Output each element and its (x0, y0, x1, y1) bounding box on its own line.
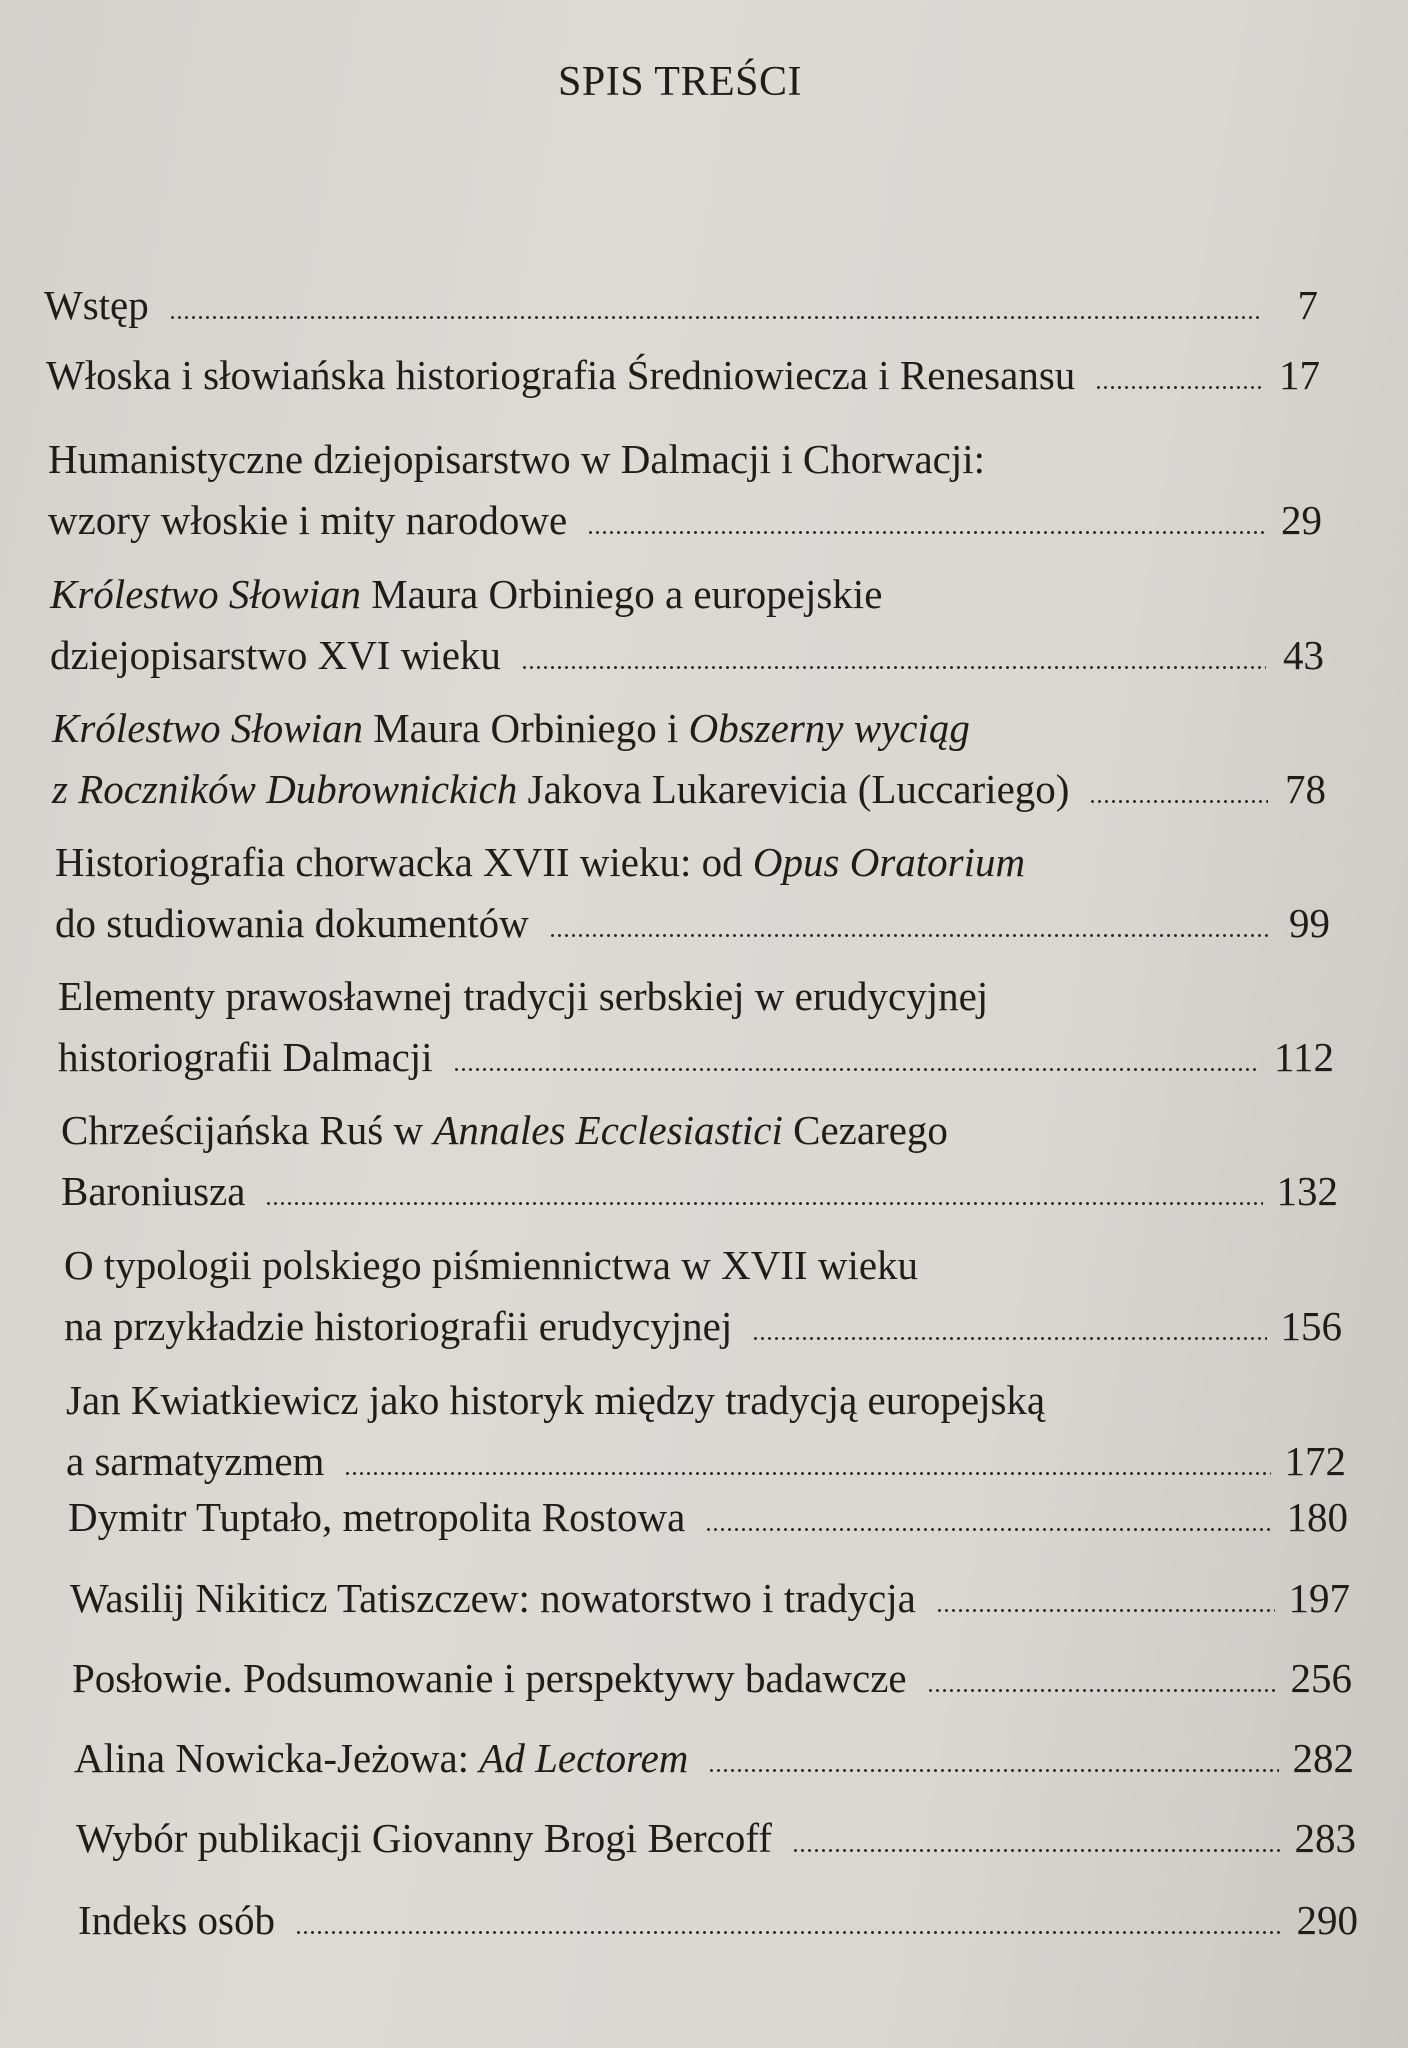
page-number: 7 (1297, 282, 1318, 328)
toc-entry (72, 1648, 1352, 1709)
toc-entry-line (50, 625, 1324, 686)
toc-entry (76, 1808, 1356, 1869)
title-segment: Alina Nowicka-Jeżowa: (74, 1735, 480, 1781)
toc-entry-line (68, 1487, 1348, 1548)
toc-entry (74, 1728, 1354, 1789)
toc-entry-title (74, 1728, 688, 1789)
toc-entry-line (44, 275, 1318, 336)
page-title: SPIS TREŚCI (558, 59, 802, 105)
title-segment: wzory włoskie i mity narodowe (48, 497, 568, 543)
title-segment: Wstęp (44, 282, 149, 328)
italic-title-segment: Ad Lectorem (479, 1735, 689, 1781)
toc-entry-title (55, 832, 1025, 893)
toc-entry (44, 275, 1318, 336)
title-segment: a sarmatyzmem (66, 1438, 325, 1484)
page-number: 132 (1276, 1168, 1338, 1214)
title-segment: historiografii Dalmacji (58, 1034, 433, 1080)
page-number: 282 (1292, 1735, 1354, 1781)
toc-entry-line (52, 698, 1326, 759)
toc-entry-line (58, 966, 1334, 1027)
toc-entry (68, 1487, 1348, 1548)
toc-entry-title (78, 1890, 275, 1951)
page-number: 197 (1288, 1575, 1350, 1621)
italic-title-segment: Królestwo Słowian (52, 705, 363, 751)
toc-entry-line (52, 759, 1326, 820)
title-segment: Historiografia chorwacka XVII wieku: od (55, 839, 753, 885)
title-segment: Włoska i słowiańska historiografia Średniowiecza i Renesansu (46, 352, 1076, 398)
page-number: 112 (1274, 1034, 1334, 1080)
dot-leader (587, 531, 1264, 534)
title-segment: Humanistyczne dziejopisarstwo w Dalmacji i Chorwacji: (48, 436, 986, 482)
toc-entry-title (64, 1235, 918, 1296)
toc-entry-title (64, 1296, 732, 1357)
toc-entry-title (50, 625, 501, 686)
toc-entry-title (66, 1431, 324, 1492)
toc-entry (55, 832, 1330, 954)
toc-entry-line (61, 1161, 1338, 1222)
italic-title-segment: z Roczników Dubrownickich (52, 766, 518, 812)
title-segment: Maura Orbiniego i (362, 705, 689, 751)
toc-entry (48, 429, 1322, 551)
dot-leader (295, 1931, 1282, 1934)
page-number: 180 (1286, 1494, 1348, 1540)
toc-entry-line (74, 1728, 1354, 1789)
toc-entry (70, 1568, 1350, 1629)
toc-entry-title (50, 564, 882, 625)
toc-entry-title (61, 1161, 245, 1222)
toc-entry-line (78, 1890, 1358, 1951)
toc-entry-line (50, 564, 1324, 625)
dot-leader (453, 1068, 1260, 1071)
toc-entry-title (52, 698, 970, 759)
toc-entry-title (72, 1648, 907, 1709)
dot-leader (265, 1202, 1262, 1205)
toc-entry (64, 1235, 1342, 1357)
toc-entry-line (66, 1431, 1346, 1492)
title-segment: Maura Orbiniego a europejskie (360, 571, 883, 617)
dot-leader (344, 1472, 1270, 1475)
italic-title-segment: Opus Oratorium (752, 839, 1026, 885)
toc-entry-line (55, 832, 1330, 893)
toc-entry-title (48, 490, 567, 551)
toc-entry-title (58, 966, 988, 1027)
toc-entry (46, 345, 1320, 406)
dot-leader (1089, 800, 1268, 803)
title-segment: Dymitr Tuptało, metropolita Rostowa (68, 1494, 686, 1540)
toc-entry-line (64, 1235, 1342, 1296)
toc-entry-line (70, 1568, 1350, 1629)
toc-entry-title (52, 759, 1069, 820)
dot-leader (927, 1689, 1277, 1692)
dot-leader (169, 316, 1260, 319)
toc-entry-line (46, 345, 1320, 406)
toc-entry (66, 1370, 1346, 1492)
page-number: 78 (1285, 766, 1326, 812)
toc-entry-line (72, 1648, 1352, 1709)
dot-leader (936, 1609, 1275, 1612)
toc-entry-title (76, 1808, 772, 1869)
title-segment: Wasilij Nikiticz Tatiszczew: nowatorstwo i tradycja (70, 1575, 916, 1621)
toc-entry-line (48, 429, 1322, 490)
dot-leader (549, 934, 1272, 937)
page-number: 290 (1296, 1897, 1358, 1943)
toc-entry-title (70, 1568, 916, 1629)
page-number: 156 (1280, 1303, 1342, 1349)
toc-entry (61, 1100, 1338, 1222)
page-number: 17 (1279, 352, 1320, 398)
dot-leader (705, 1528, 1272, 1531)
title-segment: Chrześcijańska Ruś w (61, 1107, 434, 1153)
toc-entry-title (61, 1100, 948, 1161)
toc-entry-title (44, 275, 149, 336)
title-segment: Jan Kwiatkiewicz jako historyk między tradycją europejską (66, 1377, 1046, 1423)
toc-entry (78, 1890, 1358, 1951)
toc-entry-line (61, 1100, 1338, 1161)
page-number: 43 (1283, 632, 1324, 678)
italic-title-segment: Królestwo Słowian (50, 571, 361, 617)
dot-leader (792, 1849, 1281, 1852)
toc-entry-title (46, 345, 1075, 406)
title-segment: Indeks osób (78, 1897, 276, 1943)
italic-title-segment: Obszerny wyciąg (688, 705, 970, 751)
title-segment: O typologii polskiego piśmiennictwa w XVII wieku (64, 1242, 919, 1288)
title-segment: Baroniusza (61, 1168, 246, 1214)
toc-entry-line (58, 1027, 1334, 1088)
title-segment: dziejopisarstwo XVI wieku (50, 632, 501, 678)
title-segment: Elementy prawosławnej tradycji serbskiej w erudycyjnej (58, 973, 989, 1019)
toc-entry-title (48, 429, 985, 490)
toc-entry-title (58, 1027, 433, 1088)
title-segment: Wybór publikacji Giovanny Brogi Bercoff (76, 1815, 772, 1861)
dot-leader (752, 1337, 1266, 1340)
toc-entry-line (66, 1370, 1346, 1431)
title-segment: na przykładzie historiografii erudycyjnej (64, 1303, 733, 1349)
page-number: 256 (1290, 1655, 1352, 1701)
toc-entry-title (55, 893, 529, 954)
dot-leader (521, 666, 1266, 669)
page-number: 29 (1281, 497, 1322, 543)
title-segment: Cezarego (782, 1107, 948, 1153)
toc-entry (52, 698, 1326, 820)
title-segment: Jakova Lukarevicia (Luccariego) (517, 766, 1070, 812)
toc-entry (58, 966, 1334, 1088)
title-segment: do studiowania dokumentów (55, 900, 529, 946)
dot-leader (708, 1769, 1278, 1772)
toc-entry-line (64, 1296, 1342, 1357)
dot-leader (1095, 386, 1262, 389)
toc-entry-line (48, 490, 1322, 551)
toc-entry-title (66, 1370, 1045, 1431)
page-number: 283 (1294, 1815, 1356, 1861)
page-number: 172 (1284, 1438, 1346, 1484)
title-segment: Posłowie. Podsumowanie i perspektywy badawcze (72, 1655, 907, 1701)
toc-entry-line (76, 1808, 1356, 1869)
page-number: 99 (1289, 900, 1330, 946)
italic-title-segment: Annales Ecclesiastici (433, 1107, 783, 1153)
toc-entry-title (68, 1487, 685, 1548)
toc-entry (50, 564, 1324, 686)
toc-entry-line (55, 893, 1330, 954)
